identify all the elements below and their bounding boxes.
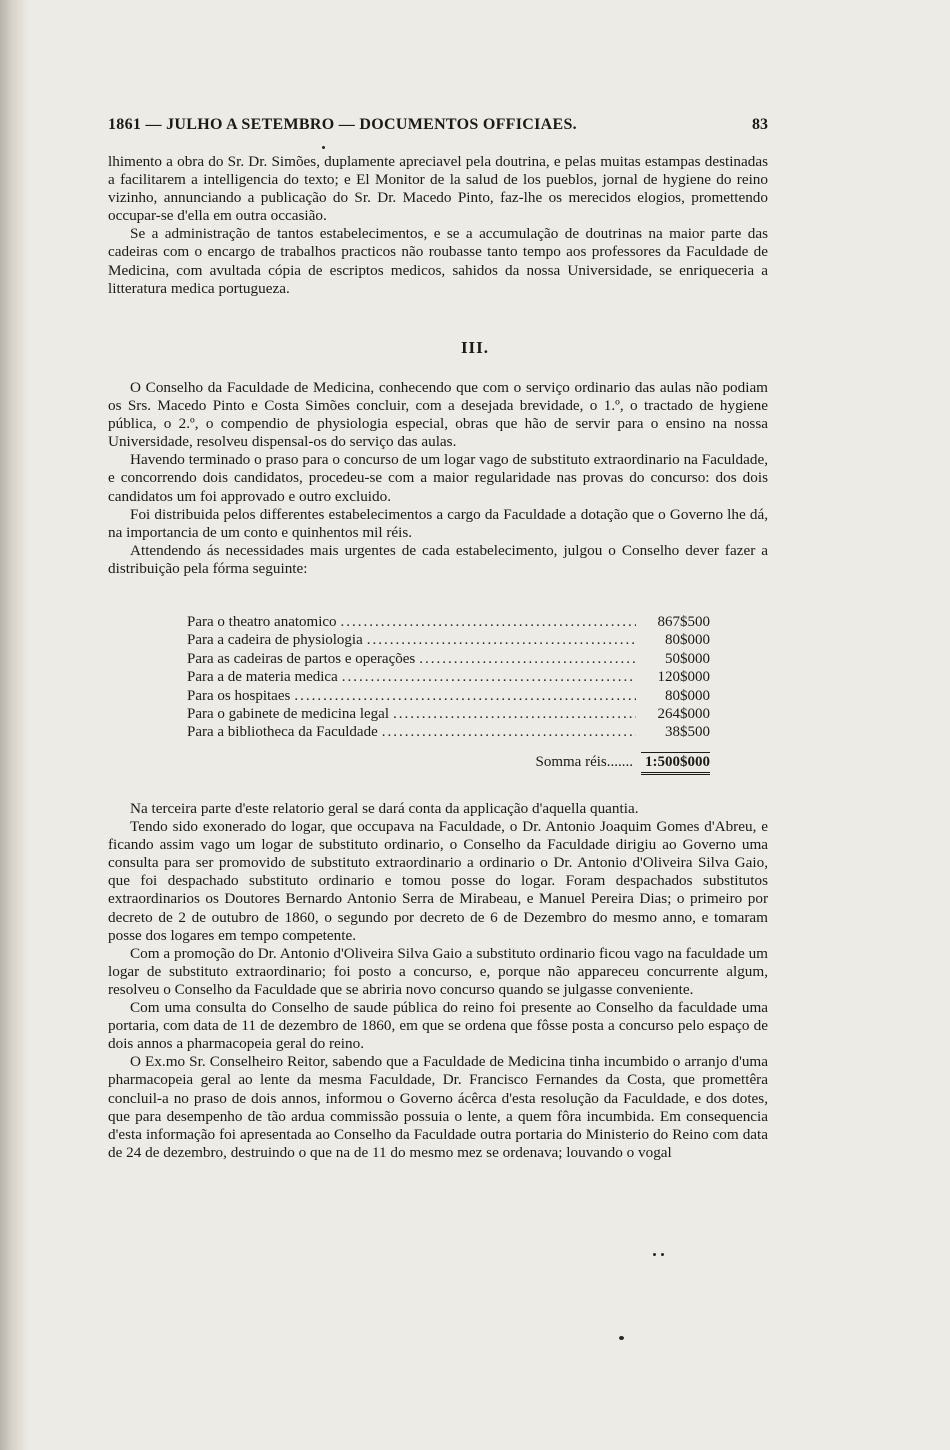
paragraph: Na terceira parte d'este relatorio geral se dará conta da applicação d'aquella quantia. bbox=[130, 800, 639, 817]
dot-leader bbox=[294, 687, 636, 705]
dot-leader bbox=[342, 668, 636, 686]
distribution-amount: 38$500 bbox=[665, 724, 710, 741]
distribution-label: Para o gabinete de medicina legal bbox=[187, 705, 389, 722]
distribution-label: Para o theatro anatomico bbox=[187, 614, 337, 630]
paragraph: Havendo terminado o praso para o concurso de um logar vago de substituto extraordinario na Faculdade, e concorrendo dois candidatos, procedeu-se com a maior regularidade nas provas do concurso: dos dois candidatos um foi approvado e outro excluido. bbox=[108, 451, 768, 505]
paper-speck bbox=[653, 1253, 656, 1256]
distribution-row bbox=[187, 668, 710, 686]
paragraph: O Ex.mo Sr. Conselheiro Reitor, sabendo que a Faculdade de Medicina tinha incumbido o arranjo d'uma pharmacopeia geral ao lente da mesma Faculdade, Dr. Francisco Fernandes da Costa, que promettêra concluil-a no praso de dois annos, informou o Governo ácêrca d'esta resolução da Faculdade, e dos dotes, que para desempenho de tão ardua commissão possuia o lente, a quem fôra incumbida. Em consequencia d'esta informação foi apresentada ao Conselho da Faculdade outra portaria do Ministerio do Reino com data de 24 de dezembro, destruindo o que na de 11 do mesmo mez se ordenava; louvando o vogal bbox=[108, 1053, 768, 1161]
section-heading: III. bbox=[460, 338, 490, 357]
paragraph: Se a administração de tantos estabelecimentos, e se a accumulação de doutrinas na maior parte das cadeiras com o encargo de trabalhos practicos não roubasse tanto tempo aos professores da Faculdade de Medicina, com avultada cópia de escriptos medicos, sahidos da nossa Universidade, se enriqueceria a litteratura medica portugueza. bbox=[108, 225, 768, 297]
paragraph: Tendo sido exonerado do logar, que occupava na Faculdade, o Dr. Antonio Joaquim Gomes d'Abreu, e ficando assim vago um logar de substituto ordinario, o Conselho da Faculdade dirigiu ao Governo uma consulta para ser promovido de substituto extraordinario a ordinario o Dr. Antonio d'Oliveira Silva Gaio, que foi despachado substituto ordinario e tomou posse do logar. Foram despachados substitutos extraordinarios os Doutores Bernardo Antonio Serra de Mirabeau, e Manuel Pereira Dias; o primeiro por decreto de 2 de outubro de 1860, o segundo por decreto de 6 de Dezembro do mesmo anno, e tomaram posse dos logares em tempo competente. bbox=[108, 818, 768, 944]
distribution-row bbox=[187, 705, 710, 723]
paper-speck bbox=[619, 1336, 624, 1340]
distribution-label: Para as cadeiras de partos e operações bbox=[187, 650, 416, 667]
distribution-label: Para a cadeira de physiologia bbox=[187, 632, 363, 649]
distribution-amount: 80$000 bbox=[665, 632, 710, 649]
paper-speck bbox=[322, 146, 325, 149]
paragraph: Com a promoção do Dr. Antonio d'Oliveira Silva Gaio a substituto ordinario ficou vago na faculdade um logar de substituto extraordinario; foi posto a concurso, e, porque não appareceu concurrente algum, resolveu o Conselho da Faculdade que se abriria novo concurso quando se julgasse conveniente. bbox=[108, 944, 768, 998]
dot-leader bbox=[382, 723, 636, 741]
running-title: 1861 — JULHO A SETEMBRO — DOCUMENTOS OFFICIAES. bbox=[108, 116, 577, 133]
binding-gutter bbox=[0, 0, 28, 1450]
paragraph: Attendendo ás necessidades mais urgentes de cada estabelecimento, julgou o Conselho dever fazer a distribuição pela fórma seguinte: bbox=[108, 541, 768, 577]
distribution-row bbox=[187, 650, 710, 668]
distribution-total bbox=[187, 752, 710, 772]
text-block-continuation bbox=[108, 153, 768, 298]
page-number: 83 bbox=[752, 116, 768, 133]
distribution-label: Para os hospitaes bbox=[187, 687, 291, 704]
paragraph: O Conselho da Faculdade de Medicina, conhecendo que com o serviço ordinario das aulas não podiam os Srs. Macedo Pinto e Costa Simões concluir, com a desejada brevidade, o 1.º, o tractado de hygiene pública, o 2.º, o compendio de physiologia especial, obras que hão de servir para o ensino na nossa Universidade, resolveu dispensal-os do serviço das aulas. bbox=[108, 379, 768, 451]
total-label: Somma réis....... bbox=[535, 753, 633, 770]
paragraph: lhimento a obra do Sr. Dr. Simões, duplamente apreciavel pela doutrina, e pelas muitas estampas destinadas a facilitarem a intelligencia do texto; e El Monitor de la salud de los pueblos, jornal de hygiene do reino vizinho, annunciando a publicação do Sr. Dr. Macedo Pinto, faz-lhe os merecidos elogios, promettendo occupar-se d'ella em outra occasião. bbox=[108, 153, 768, 225]
paper-speck bbox=[661, 1253, 664, 1256]
distribution-amount: 50$000 bbox=[665, 650, 710, 667]
paragraph: Com uma consulta do Conselho de saude pública do reino foi presente ao Conselho da faculdade uma portaria, com data de 11 de dezembro de 1860, em que se ordena que fôsse posta a concurso pelo espaço de dois annos a pharmacopeia geral do reino. bbox=[108, 999, 768, 1053]
distribution-amount: 264$000 bbox=[657, 705, 710, 722]
distribution-label: Para a bibliotheca da Faculdade bbox=[187, 724, 378, 741]
distribution-amount: 867$500 bbox=[657, 614, 710, 630]
distribution-label: Para a de materia medica bbox=[187, 669, 338, 686]
text-block-appointments bbox=[108, 800, 768, 1162]
dot-leader bbox=[393, 705, 636, 723]
page-header bbox=[0, 116, 768, 140]
dot-leader bbox=[367, 631, 636, 649]
distribution-row bbox=[187, 687, 710, 705]
total-amount: 1:500$000 bbox=[641, 752, 710, 775]
text-block-section-iii bbox=[108, 379, 768, 578]
dot-leader bbox=[419, 650, 636, 668]
distribution-row bbox=[187, 631, 710, 649]
distribution-amount: 80$000 bbox=[665, 687, 710, 704]
distribution-row bbox=[187, 613, 710, 631]
paragraph: Foi distribuida pelos differentes estabelecimentos a cargo da Faculdade a dotação que o Governo lhe dá, na importancia de um conto e quinhentos mil réis. bbox=[108, 505, 768, 541]
distribution-row bbox=[187, 723, 710, 741]
distribution-table bbox=[187, 613, 710, 772]
dot-leader bbox=[341, 613, 636, 631]
distribution-amount: 120$000 bbox=[657, 669, 710, 686]
